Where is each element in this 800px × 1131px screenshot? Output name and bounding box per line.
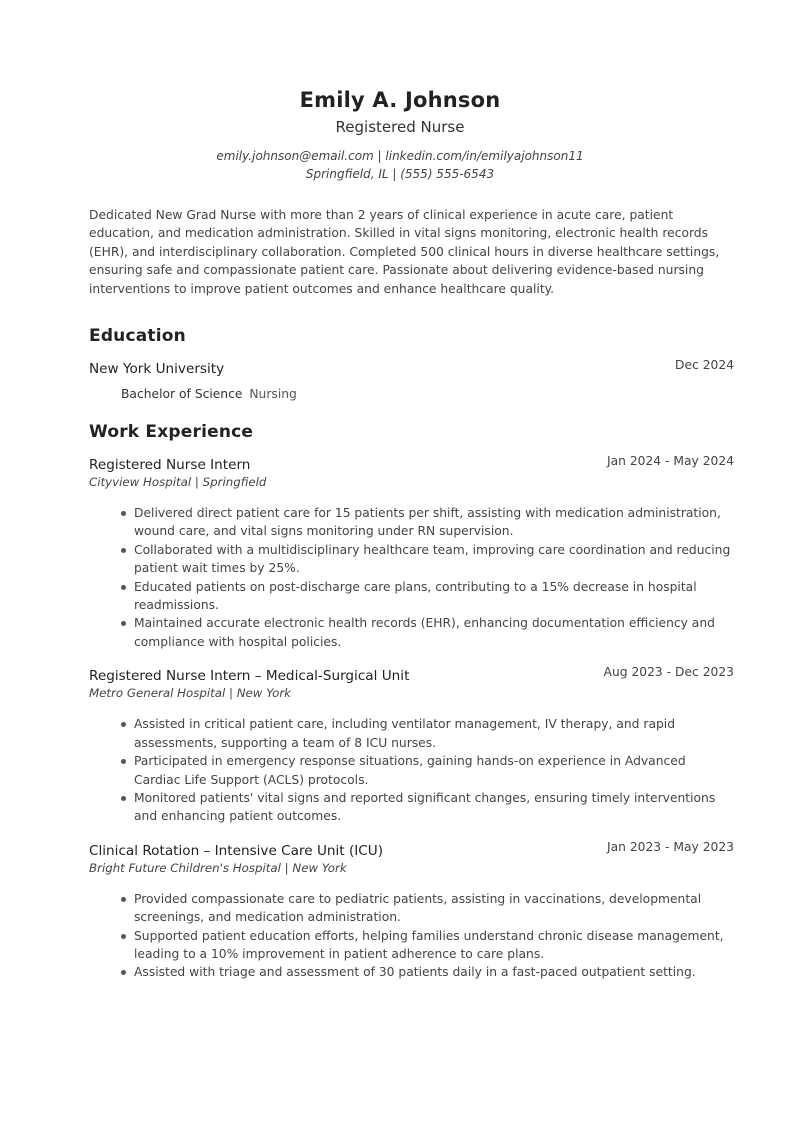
job-bullet-text: Provided compassionate care to pediatric patients, assisting in vaccinations, developmental screenings, and medication administration. xyxy=(134,891,702,925)
job-bullet-list xyxy=(89,715,734,825)
job-bullet-text: Monitored patients' vital signs and reported significant changes, ensuring timely interventions and enhancing patient outcomes. xyxy=(134,790,716,824)
job-bullet-text: Educated patients on post-discharge care plans, contributing to a 15% decrease in hospital readmissions. xyxy=(134,579,697,613)
job-bullet-text: Collaborated with a multidisciplinary healthcare team, improving care coordination and reducing patient wait times by 25%. xyxy=(134,542,731,576)
bullet-dot-icon xyxy=(121,759,126,764)
job-entry xyxy=(89,456,734,651)
candidate-role: Registered Nurse xyxy=(335,118,465,136)
job-bullet xyxy=(134,614,734,651)
bullet-dot-icon xyxy=(121,548,126,553)
job-bullet xyxy=(134,504,734,541)
bullet-dot-icon xyxy=(121,970,126,975)
job-bullet xyxy=(134,715,734,752)
job-bullet xyxy=(134,541,734,578)
job-title: Registered Nurse Intern – Medical-Surgical Unit xyxy=(89,668,410,685)
job-bullet xyxy=(134,789,734,826)
contact-line-location-phone: Springfield, IL | (555) 555-6543 xyxy=(305,167,495,181)
work-experience-heading: Work Experience xyxy=(89,422,254,443)
degree-line xyxy=(121,385,734,403)
job-bullet xyxy=(134,578,734,615)
job-title: Registered Nurse Intern xyxy=(89,457,251,474)
professional-summary: Dedicated New Grad Nurse with more than 2 years of clinical experience in acute care, patient education, and medication administration. Skilled in vital signs monitoring, electronic health records (EHR), and interdisciplinary collaboration. Completed 500 clinical hours in diverse healthcare settings, ensuring safe and compassionate patient care. Passionate about delivering evidence-based nursing interventions to improve patient outcomes and enhance healthcare quality. xyxy=(89,208,720,296)
job-entry xyxy=(89,839,734,982)
job-date: Aug 2023 - Dec 2023 xyxy=(603,665,734,680)
job-header xyxy=(89,456,734,474)
job-header xyxy=(89,667,734,685)
job-employer: Bright Future Children's Hospital | New York xyxy=(89,860,347,875)
job-title: Clinical Rotation – Intensive Care Unit (ICU) xyxy=(89,842,383,859)
school-name: New York University xyxy=(89,361,225,378)
bullet-dot-icon xyxy=(121,796,126,801)
degree-name: Bachelor of Science xyxy=(121,387,243,402)
work-experience-section xyxy=(89,421,734,982)
bullet-dot-icon xyxy=(121,585,126,590)
bullet-dot-icon xyxy=(121,722,126,727)
job-date: Jan 2023 - May 2023 xyxy=(606,839,734,854)
job-bullet-text: Maintained accurate electronic health records (EHR), enhancing documentation efficiency and compliance with hospital policies. xyxy=(134,616,715,649)
contact-info xyxy=(0,147,800,183)
education-section xyxy=(89,325,734,403)
job-bullet xyxy=(134,890,734,927)
job-entry xyxy=(89,667,734,825)
education-heading: Education xyxy=(89,326,186,347)
bullet-dot-icon xyxy=(121,511,126,516)
job-bullet-list xyxy=(89,504,734,651)
resume-header xyxy=(89,0,734,183)
degree-field: Nursing xyxy=(249,387,297,402)
job-bullet-text: Participated in emergency response situations, gaining hands-on experience in Advanced Cardiac Life Support (ACLS) protocols. xyxy=(134,754,686,787)
job-bullet-text: Assisted in critical patient care, including ventilator management, IV therapy, and rapid assessments, supporting a team of 8 ICU nurses. xyxy=(134,717,676,750)
job-bullet xyxy=(134,752,734,789)
bullet-dot-icon xyxy=(121,897,126,902)
job-bullet xyxy=(134,927,734,964)
education-entry-header xyxy=(89,360,734,378)
job-bullet xyxy=(134,963,734,981)
job-header xyxy=(89,839,734,860)
job-bullet-text: Supported patient education efforts, helping families understand chronic disease management, leading to a 10% improvement in patient adherence to care plans. xyxy=(134,928,724,961)
candidate-name: Emily A. Johnson xyxy=(299,88,501,112)
bullet-dot-icon xyxy=(121,934,126,939)
job-employer: Metro General Hospital | New York xyxy=(89,686,292,701)
job-date: Jan 2024 - May 2024 xyxy=(606,454,734,469)
job-bullet-text: Assisted with triage and assessment of 30 patients daily in a fast-paced outpatient setting. xyxy=(134,965,696,980)
contact-line-email-linkedin: emily.johnson@email.com | linkedin.com/in/emilyajohnson11 xyxy=(216,149,584,163)
education-date: Dec 2024 xyxy=(675,358,734,373)
job-employer: Cityview Hospital | Springfield xyxy=(89,475,267,490)
bullet-dot-icon xyxy=(121,621,126,626)
job-bullet-text: Delivered direct patient care for 15 patients per shift, assisting with medication administration, wound care, and vital signs monitoring under RN supervision. xyxy=(134,506,721,539)
job-bullet-list xyxy=(89,890,734,982)
education-entry xyxy=(89,360,734,403)
